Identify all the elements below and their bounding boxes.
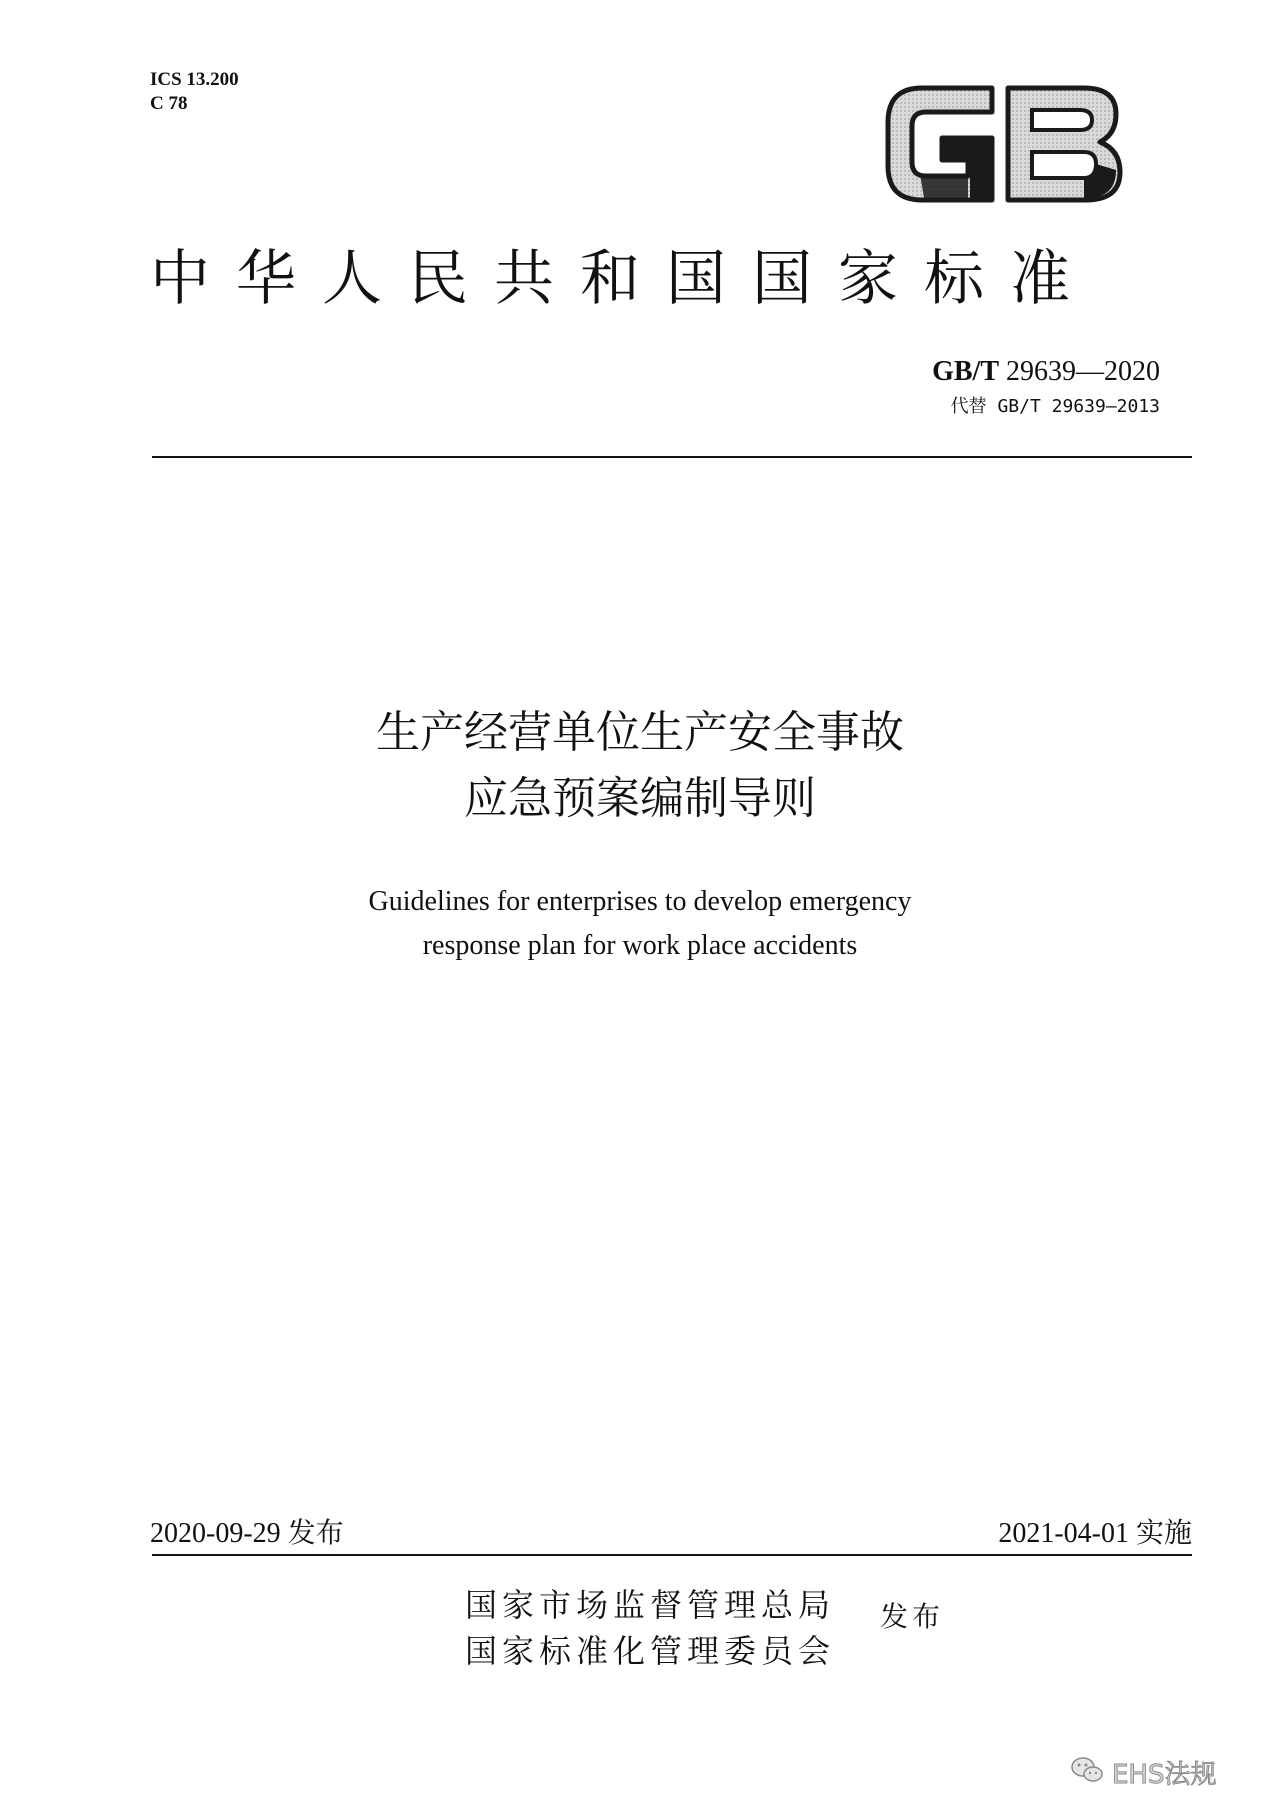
gb-logo xyxy=(880,78,1126,210)
top-divider xyxy=(152,456,1192,458)
standard-number xyxy=(932,356,1160,388)
implementation-date: 2021-04-01 实施 xyxy=(998,1518,1192,1549)
publisher-org-1: 国家市场监督管理总局 xyxy=(465,1586,836,1624)
publisher-org-2: 国家标准化管理委员会 xyxy=(465,1632,836,1670)
standard-number-prefix: GB/T xyxy=(932,356,999,387)
standard-number-suffix: 29639—2020 xyxy=(999,356,1160,387)
english-title xyxy=(0,880,1280,968)
chinese-title-line-2: 应急预案编制导则 xyxy=(464,773,816,824)
english-title-line-2: response plan for work place accidents xyxy=(422,930,858,961)
chinese-title xyxy=(0,700,1280,832)
classification-codes xyxy=(150,68,239,116)
publisher-organizations xyxy=(465,1582,835,1674)
wechat-icon xyxy=(1070,1755,1104,1789)
chinese-title-line-1: 生产经营单位生产安全事故 xyxy=(376,707,904,758)
watermark-text: EHS法规 xyxy=(1112,1759,1217,1790)
ccs-code: C 78 xyxy=(150,93,188,114)
english-title-line-1: Guidelines for enterprises to develop emergency xyxy=(368,886,912,917)
bottom-divider xyxy=(152,1554,1192,1556)
national-standard-title: 中华人民共和国国家标准 xyxy=(150,244,1096,314)
publish-label: 发布 xyxy=(880,1600,945,1633)
replaces-note: 代替 GB/T 29639—2013 xyxy=(950,396,1160,417)
ics-code: ICS 13.200 xyxy=(150,69,239,90)
watermark xyxy=(1070,1752,1256,1792)
issue-date: 2020-09-29 发布 xyxy=(150,1518,344,1549)
